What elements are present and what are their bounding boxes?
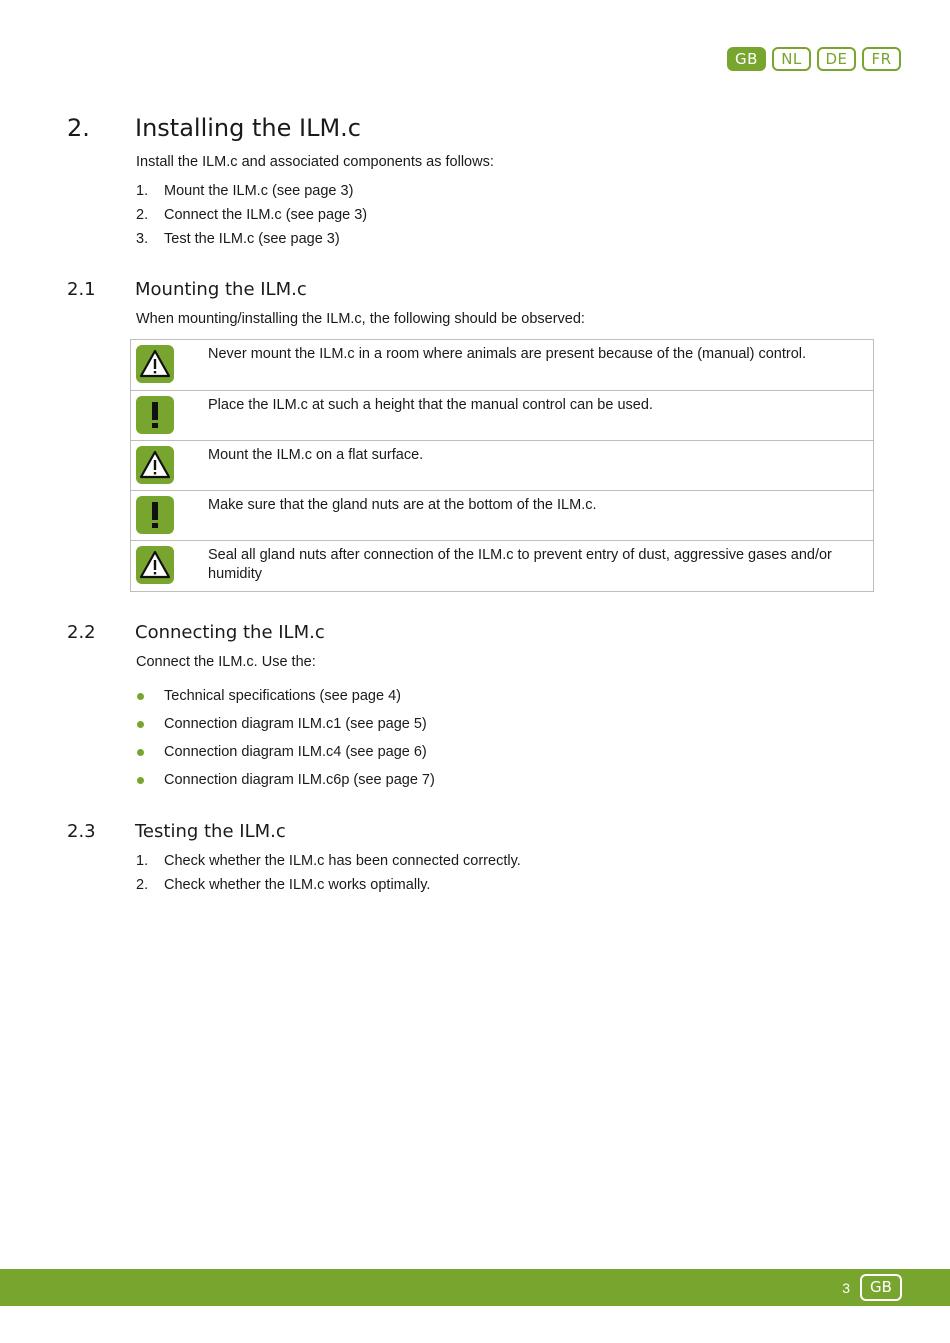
note-text: Place the ILM.c at such a height that the manual control can be used. xyxy=(208,397,653,413)
warning-triangle-icon xyxy=(136,345,174,383)
note-text: Mount the ILM.c on a flat surface. xyxy=(208,447,424,463)
note-text: Never mount the ILM.c in a room where animals are present because of the (manual) control. xyxy=(208,346,807,362)
list-item: Connection diagram ILM.c4 (see page 6) xyxy=(136,744,435,772)
lang-tab-gb[interactable]: GB xyxy=(727,47,766,71)
note-row xyxy=(131,340,873,390)
footer-language-badge: GB xyxy=(860,1274,902,1301)
exclamation-icon xyxy=(136,396,174,434)
testing-steps xyxy=(136,853,521,901)
connecting-intro: Connect the ILM.c. Use the: xyxy=(136,654,316,670)
lang-tab-fr[interactable]: FR xyxy=(862,47,901,71)
section-intro: Install the ILM.c and associated components as follows: xyxy=(136,154,494,170)
note-text: Seal all gland nuts after connection of the ILM.c to prevent entry of dust, aggressive gases and/or humidity xyxy=(208,547,832,582)
list-item: 2. Check whether the ILM.c works optimally. xyxy=(136,877,431,893)
exclamation-icon xyxy=(136,496,174,534)
page-number: 3 xyxy=(842,1280,850,1296)
warning-triangle-icon xyxy=(136,446,174,484)
list-item: 1. Mount the ILM.c (see page 3) xyxy=(136,183,354,199)
bullet-icon xyxy=(137,749,144,756)
list-item: 2. Connect the ILM.c (see page 3) xyxy=(136,207,368,223)
list-item: Technical specifications (see page 4) xyxy=(136,688,435,716)
list-item: Connection diagram ILM.c1 (see page 5) xyxy=(136,716,435,744)
page-footer xyxy=(0,1269,950,1306)
note-row xyxy=(131,490,873,540)
list-item: Connection diagram ILM.c6p (see page 7) xyxy=(136,772,435,800)
bullet-icon xyxy=(137,693,144,700)
mounting-notes-table xyxy=(130,339,874,592)
note-text: Make sure that the gland nuts are at the bottom of the ILM.c. xyxy=(208,497,597,513)
mounting-intro: When mounting/installing the ILM.c, the following should be observed: xyxy=(136,311,585,327)
list-item: 1. Check whether the ILM.c has been connected correctly. xyxy=(136,853,521,869)
bullet-icon xyxy=(137,721,144,728)
lang-tab-de[interactable]: DE xyxy=(817,47,856,71)
install-steps xyxy=(136,183,367,255)
connecting-references xyxy=(136,688,435,800)
note-row xyxy=(131,540,873,591)
warning-triangle-icon xyxy=(136,546,174,584)
bullet-icon xyxy=(137,777,144,784)
note-row xyxy=(131,390,873,440)
lang-tab-nl[interactable]: NL xyxy=(772,47,811,71)
note-row xyxy=(131,440,873,490)
section-number: 2. xyxy=(67,114,90,142)
language-tabs xyxy=(727,47,901,71)
list-item: 3. Test the ILM.c (see page 3) xyxy=(136,231,340,247)
section-title: Installing the ILM.c xyxy=(135,114,361,142)
